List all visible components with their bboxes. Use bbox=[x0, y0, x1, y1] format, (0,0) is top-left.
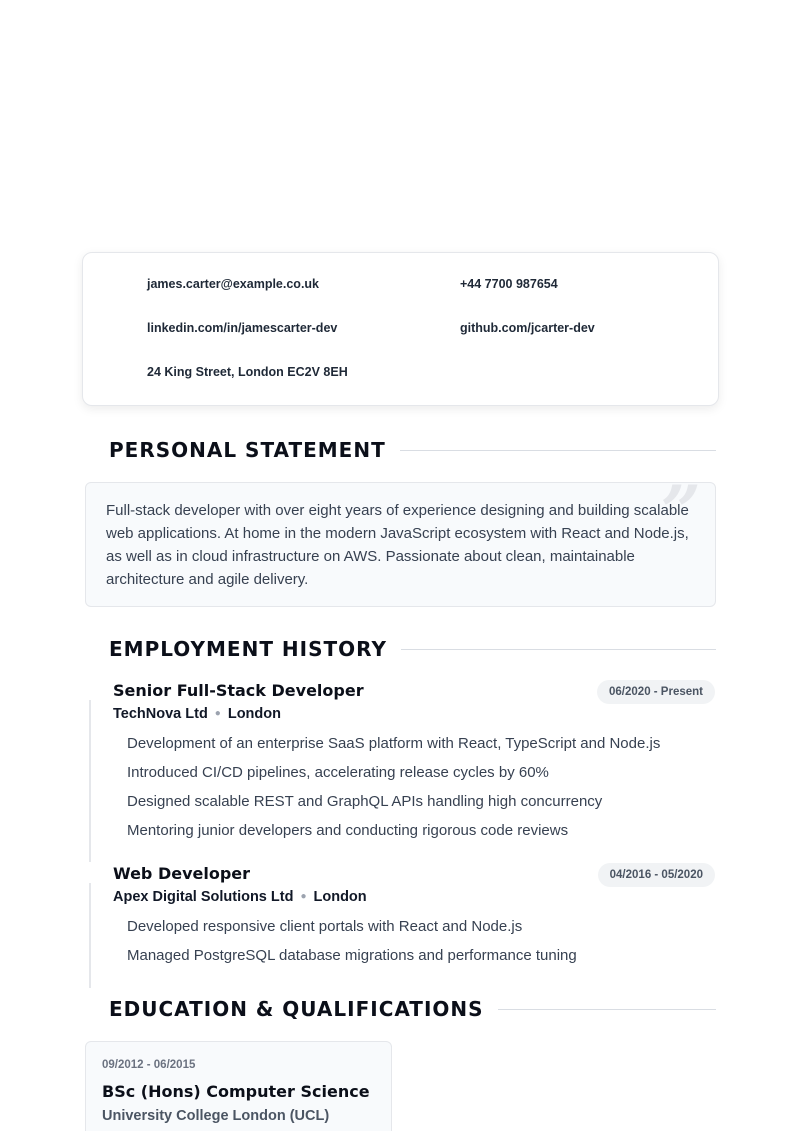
contact-github[interactable]: github.com/jcarter-dev bbox=[460, 321, 595, 335]
contact-email[interactable]: james.carter@example.co.uk bbox=[147, 277, 320, 291]
job-bullet: Developed responsive client portals with React and Node.js bbox=[127, 918, 523, 935]
personal-statement-header bbox=[109, 438, 716, 462]
job-title: Senior Full-Stack Developer bbox=[113, 681, 364, 700]
contact-linkedin[interactable]: linkedin.com/in/jamescarter-dev bbox=[147, 321, 338, 335]
contact-address: 24 King Street, London EC2V 8EH bbox=[147, 365, 348, 379]
separator-dot-icon: ● bbox=[300, 891, 307, 902]
section-title: EMPLOYMENT HISTORY bbox=[109, 637, 387, 661]
education-school: University College London (UCL) bbox=[102, 1108, 330, 1124]
job-company-line bbox=[113, 706, 281, 722]
job-location: London bbox=[227, 706, 281, 722]
job-title: Web Developer bbox=[113, 864, 251, 883]
personal-statement-text: Full-stack developer with over eight years of experience designing and building scalable web applications. At home in the modern JavaScript ecosystem with React and Node.js, as well as in cloud infrastructure on AWS. Passionate about clean, maintainable architecture and agile delivery. bbox=[106, 502, 689, 588]
separator-dot-icon: ● bbox=[214, 708, 221, 719]
job-bullet: Development of an enterprise SaaS platform with React, TypeScript and Node.js bbox=[127, 735, 661, 752]
timeline-line bbox=[89, 700, 91, 862]
job-bullet: Mentoring junior developers and conducting rigorous code reviews bbox=[127, 822, 569, 839]
quote-icon: ” bbox=[660, 470, 701, 553]
education-degree: BSc (Hons) Computer Science bbox=[102, 1082, 370, 1101]
section-divider bbox=[400, 450, 716, 451]
job-bullet: Designed scalable REST and GraphQL APIs handling high concurrency bbox=[127, 793, 603, 810]
job-company-line bbox=[113, 889, 367, 905]
section-title: PERSONAL STATEMENT bbox=[109, 438, 386, 462]
education-header bbox=[109, 997, 716, 1021]
job-company: TechNova Ltd bbox=[113, 706, 208, 722]
contact-card bbox=[82, 252, 719, 406]
job-company: Apex Digital Solutions Ltd bbox=[113, 889, 294, 905]
contact-phone[interactable]: +44 7700 987654 bbox=[460, 277, 558, 291]
timeline-line bbox=[89, 883, 91, 988]
job-bullet: Managed PostgreSQL database migrations and performance tuning bbox=[127, 947, 577, 964]
job-location: London bbox=[313, 889, 367, 905]
employment-history-header bbox=[109, 637, 716, 661]
date-badge: 06/2020 - Present bbox=[597, 680, 715, 704]
section-divider bbox=[498, 1009, 716, 1010]
job-bullet: Introduced CI/CD pipelines, accelerating release cycles by 60% bbox=[127, 764, 549, 781]
date-badge: 04/2016 - 05/2020 bbox=[598, 863, 715, 887]
section-divider bbox=[401, 649, 716, 650]
personal-statement-box bbox=[85, 470, 716, 607]
section-title: EDUCATION & QUALIFICATIONS bbox=[109, 997, 484, 1021]
education-card bbox=[85, 1041, 392, 1131]
education-dates: 09/2012 - 06/2015 bbox=[102, 1059, 196, 1071]
